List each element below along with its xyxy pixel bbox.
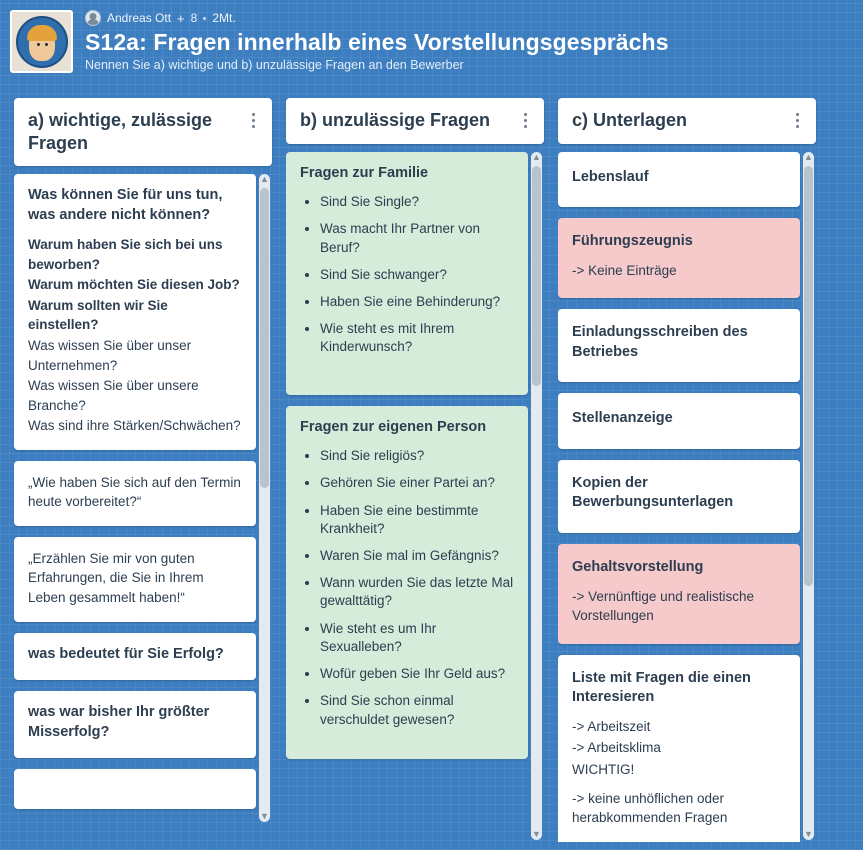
list-item: • Haben Sie eine bestimmte Krankheit? <box>320 502 514 538</box>
card-text: -> Arbeitszeit <box>572 718 651 734</box>
header-meta <box>85 8 853 28</box>
column-c-header <box>558 98 816 144</box>
card-text: WICHTIG! <box>572 761 635 777</box>
board-logo <box>10 10 73 73</box>
column-a-body <box>14 174 272 824</box>
card[interactable] <box>14 691 256 758</box>
card-line: Warum haben Sie sich bei uns beworben? <box>28 237 223 272</box>
card-title: Führungszeugnis <box>572 233 693 250</box>
card-title: Liste mit Fragen die einen Interesieren <box>572 669 751 706</box>
header-text-block <box>85 8 853 72</box>
card-line: Warum sollten wir Sie einstellen? <box>28 297 168 333</box>
list-item: • Wie steht es um Ihr Sexualleben? <box>320 620 514 656</box>
column-b-title: b) unzulässige Fragen <box>300 110 491 130</box>
column-b-scrollbar[interactable] <box>531 152 542 840</box>
list-item: • Sind Sie religiös? <box>320 447 514 465</box>
scroll-down-icon[interactable]: ▼ <box>804 828 813 839</box>
card[interactable] <box>14 174 256 450</box>
column-b-cards <box>286 152 544 759</box>
card-title: Kopien der Bewerbungsunterlagen <box>572 474 734 511</box>
column-c-title: c) Unterlagen <box>572 110 688 130</box>
scroll-thumb[interactable] <box>260 188 269 488</box>
separator-dot-icon <box>203 17 206 20</box>
column-b-menu-icon[interactable] <box>518 109 532 128</box>
column-a-menu-icon[interactable] <box>246 109 260 128</box>
card-bullet-list <box>300 447 514 729</box>
column-b <box>286 98 544 842</box>
card[interactable] <box>558 460 800 533</box>
card[interactable] <box>558 544 800 644</box>
avatar[interactable] <box>85 10 101 26</box>
card-line: Was wissen Sie über unser Unternehmen? <box>28 337 192 373</box>
column-a-header <box>14 98 272 166</box>
card-text: -> Arbeitsklima <box>572 740 661 756</box>
page-subtitle: Nennen Sie a) wichtige und b) unzulässige Fragen an den Bewerber <box>85 58 464 73</box>
card-title: was bedeutet für Sie Erfolg? <box>28 645 224 662</box>
board-header <box>0 0 863 82</box>
card-bullet-list <box>300 193 514 357</box>
card-title: Fragen zur eigenen Person <box>300 418 487 435</box>
card[interactable] <box>558 152 800 208</box>
card[interactable] <box>558 655 800 842</box>
list-item: • Waren Sie mal im Gefängnis? <box>320 547 514 565</box>
card-text: „Erzählen Sie mir von guten Erfahrungen, die Sie in Ihrem Leben gesammelt haben!“ <box>28 550 204 605</box>
list-item: • Wofür geben Sie Ihr Geld aus? <box>320 665 514 683</box>
card[interactable] <box>14 769 256 809</box>
last-modified: 2Mt. <box>212 11 236 25</box>
column-a-scrollbar[interactable] <box>259 174 270 822</box>
card-title: Einladungsschreiben des Betriebes <box>572 324 748 360</box>
card[interactable] <box>14 461 256 526</box>
card-text: -> Vernünftige und realistische Vorstellungen <box>572 588 754 624</box>
scroll-down-icon[interactable]: ▼ <box>532 828 541 839</box>
list-item: • Sind Sie schon einmal verschuldet gewesen? <box>320 692 514 728</box>
add-member-icon[interactable]: + <box>177 10 185 26</box>
list-item: • Was macht Ihr Partner von Beruf? <box>320 220 514 256</box>
card-title: Stellenanzeige <box>572 410 673 427</box>
scroll-up-icon[interactable]: ▲ <box>532 151 541 162</box>
column-c-cards <box>558 152 816 842</box>
logo-eye-left <box>37 43 40 46</box>
list-item: • Sind Sie schwanger? <box>320 266 514 284</box>
card[interactable] <box>286 406 528 759</box>
list-item: • Haben Sie eine Behinderung? <box>320 293 514 311</box>
card-title: Was können Sie für uns tun, was andere nicht können? <box>28 187 223 223</box>
card-title: Gehaltsvorstellung <box>572 559 704 575</box>
scroll-up-icon[interactable]: ▲ <box>260 174 269 184</box>
column-c-body <box>558 152 816 842</box>
card-line: Was wissen Sie über unsere Branche? <box>28 378 199 413</box>
list-item: • Sind Sie Single? <box>320 193 514 211</box>
board-columns <box>0 82 863 850</box>
logo-hair-shape <box>27 25 57 41</box>
card[interactable] <box>14 537 256 622</box>
logo-eye-right <box>45 43 48 46</box>
card-text: „Wie haben Sie sich auf den Termin heute vorbereitet?“ <box>28 474 241 510</box>
column-a-cards <box>14 174 272 809</box>
list-item: • Wann wurden Sie das letzte Mal gewalttätig? <box>320 574 514 610</box>
scroll-up-icon[interactable]: ▲ <box>804 151 813 162</box>
column-c-scrollbar[interactable] <box>803 152 814 840</box>
card-title: Lebenslauf <box>572 168 649 185</box>
card-title: was war bisher Ihr größter Misserfolg? <box>28 704 210 740</box>
card-line: Warum möchten Sie diesen Job? <box>28 277 240 293</box>
card-text: -> Keine Einträge <box>572 262 677 278</box>
card[interactable] <box>558 309 800 382</box>
page-title: S12a: Fragen innerhalb eines Vorstellungsgesprächs <box>85 29 669 55</box>
card[interactable] <box>558 393 800 449</box>
column-b-body <box>286 152 544 842</box>
card[interactable] <box>558 218 800 298</box>
card[interactable] <box>14 633 256 681</box>
list-item: • Wie steht es mit Ihrem Kinderwunsch? <box>320 320 514 356</box>
card-line: Was sind ihre Stärken/Schwächen? <box>28 418 241 434</box>
author-name[interactable]: Andreas Ott <box>107 11 172 25</box>
column-c <box>558 98 816 842</box>
member-count: 8 <box>190 11 198 25</box>
card-text: -> keine unhöflichen oder herabkommenden Fragen <box>572 790 728 826</box>
list-item: • Gehören Sie einer Partei an? <box>320 474 514 492</box>
card[interactable] <box>286 152 528 395</box>
column-a <box>14 98 272 824</box>
column-b-header <box>286 98 544 144</box>
column-a-title: a) wichtige, zulässige Fragen <box>28 110 213 153</box>
card-title: Fragen zur Familie <box>300 164 429 181</box>
scroll-down-icon[interactable]: ▼ <box>260 811 269 821</box>
scroll-thumb[interactable] <box>804 166 813 586</box>
scroll-thumb[interactable] <box>532 166 541 386</box>
column-c-menu-icon[interactable] <box>790 109 804 128</box>
